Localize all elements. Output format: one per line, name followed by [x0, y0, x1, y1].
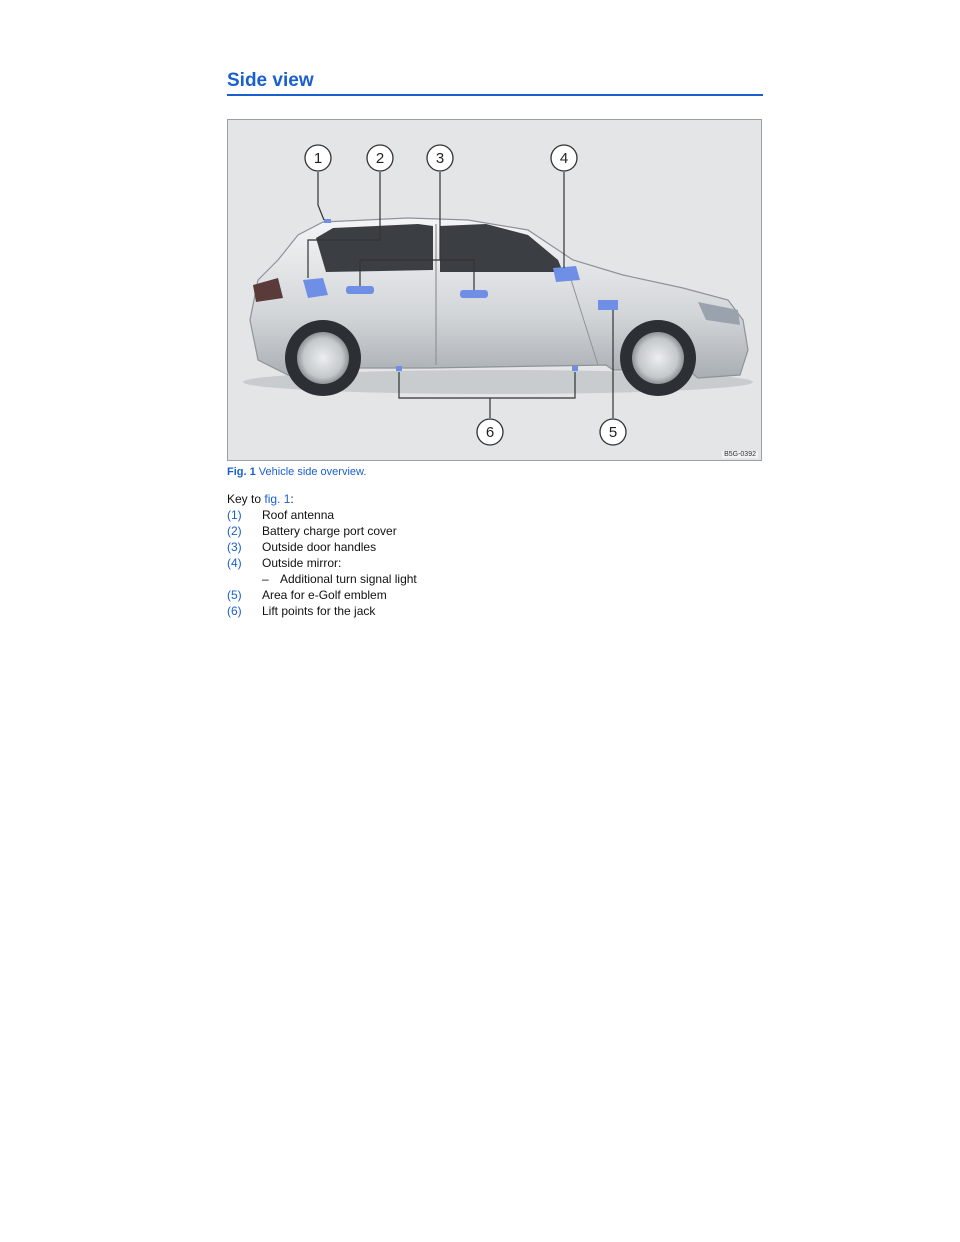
callout-3 [427, 145, 453, 171]
svg-text:6: 6 [485, 424, 495, 441]
list-item: (3) Outside door handles [227, 540, 377, 554]
caption-label: Fig. 1 [227, 466, 256, 478]
sub-list-item: – Additional turn signal light [262, 572, 417, 586]
vehicle-side-figure [227, 119, 762, 461]
callout-4 [551, 145, 577, 171]
caption-text: Vehicle side overview. [258, 466, 367, 478]
svg-text:2: 2 [375, 150, 385, 167]
jack-point-front [572, 366, 578, 371]
window-rear [316, 224, 433, 272]
list-item: (1) Roof antenna [227, 508, 335, 522]
figure-code: B5G-0392 [724, 451, 756, 458]
svg-text:4: 4 [559, 150, 569, 167]
svg-text:3: 3 [435, 150, 445, 167]
page-title: Side view [227, 70, 314, 91]
rear-handle-highlight [346, 286, 374, 294]
callout-6 [477, 419, 503, 445]
list-item: (4) Outside mirror: [227, 556, 342, 570]
fig-ref-link[interactable]: fig. 1 [264, 492, 291, 506]
key-list [227, 491, 417, 619]
rear-rim [297, 332, 349, 384]
callout-5 [600, 419, 626, 445]
front-rim [632, 332, 684, 384]
front-handle-highlight [460, 290, 488, 298]
mirror-highlight [553, 266, 580, 282]
callout-1 [305, 145, 331, 171]
key-intro: Key to fig. 1: [227, 492, 294, 506]
callout-2 [367, 145, 393, 171]
title-rule [227, 94, 763, 96]
svg-text:5: 5 [608, 424, 618, 441]
figure-caption [227, 466, 366, 478]
antenna-highlight [324, 219, 331, 223]
list-item: (5) Area for e-Golf emblem [227, 588, 387, 602]
list-item: (6) Lift points for the jack [227, 604, 376, 618]
car-illustration [228, 120, 761, 460]
emblem-highlight [598, 300, 618, 310]
list-item: (2) Battery charge port cover [227, 524, 397, 538]
svg-text:1: 1 [313, 150, 323, 167]
jack-point-rear [396, 366, 402, 371]
